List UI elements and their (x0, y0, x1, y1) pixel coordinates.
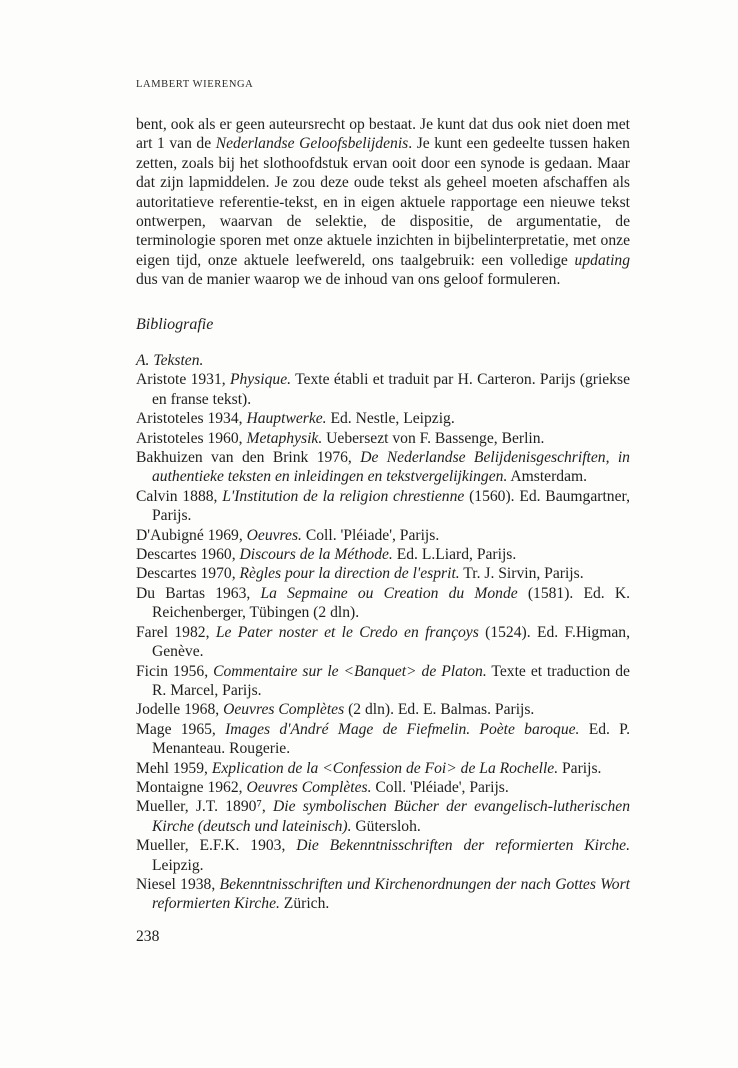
bibliography-entry (136, 623, 630, 662)
entry-details: (1581). Ed. K. Reichenberger, Tübingen (2 dln). (152, 584, 630, 622)
section-title: Bibliografie (136, 316, 214, 333)
entry-author: Descartes 1970, (136, 565, 240, 583)
entry-title: Oeuvres Complètes. (246, 778, 372, 796)
entry-author: Mage 1965, (136, 720, 226, 738)
entry-author: Ficin 1956, (136, 662, 214, 680)
bibliography-entry (136, 584, 630, 623)
entry-author: Bakhuizen van den Brink 1976, (136, 449, 361, 467)
entry-author: Farel 1982, (136, 623, 216, 641)
entry-details: Parijs. (558, 759, 602, 777)
bibliography-entry (136, 875, 630, 914)
entry-title: Explication de la <Confession de Foi> de La Rochelle. (211, 759, 559, 777)
entry-author: Descartes 1960, (136, 546, 240, 564)
bibliography-entry (136, 448, 630, 487)
bibliography-entry (136, 720, 630, 759)
bibliography-entry (136, 526, 630, 545)
entry-title: Règles pour la direction de l'esprit. (239, 565, 460, 583)
entry-author: Mueller, E.F.K. 1903, (136, 837, 297, 855)
bibliography-entry (136, 662, 630, 701)
entry-title: Die Bekenntnisschriften der reformierten Kirche. (296, 837, 630, 855)
entry-title: Die symbolischen Bücher der evangelisch-lutherischen Kirche (deutsch und lateinisch). (152, 798, 630, 835)
bibliography-entry (136, 836, 630, 875)
bibliography-entry (136, 564, 630, 583)
entry-title: Commentaire sur le <Banquet> de Platon. (213, 662, 487, 680)
entry-details: Coll. 'Pléiade', Parijs. (371, 778, 509, 796)
bibliography-entry (136, 797, 630, 836)
entry-title: La Sepmaine ou Creation du Monde (260, 584, 518, 602)
entry-title: Oeuvres Complètes (223, 701, 345, 719)
entry-author: Niesel 1938, (136, 875, 220, 893)
entry-author: Du Bartas 1963, (136, 584, 261, 602)
entry-title: Discours de la Méthode. (239, 546, 393, 564)
entry-title: De Nederlandse Belijdenisgeschriften, in authentieke teksten en inleidingen en tekstvergelijkingen. (152, 449, 630, 486)
bibliography-entry (136, 487, 630, 526)
entry-details: (1560). Ed. Baumgartner, Parijs. (152, 487, 630, 525)
entry-title: Oeuvres. (246, 526, 302, 544)
bibliography-entry (136, 409, 630, 428)
entry-details: (1524). Ed. F.Higman, Genève. (152, 623, 630, 661)
bibliography-list (136, 351, 630, 914)
entry-title: Le Pater noster et le Credo en françoys (215, 623, 479, 641)
entry-author: Aristoteles 1934, (136, 410, 247, 428)
entry-details: (2 dln). Ed. E. Balmas. Parijs. (344, 701, 535, 719)
entry-details: Uebersezt von F. Bassenge, Berlin. (322, 429, 545, 447)
bibliography-entry (136, 759, 630, 778)
running-head: LAMBERT WIERENGA (136, 79, 254, 90)
page-number: 238 (136, 928, 160, 945)
entry-title: Images d'André Mage de Fiefmelin. Poète baroque. (225, 720, 580, 738)
entry-author: Mueller, J.T. 1890⁷, (136, 798, 273, 816)
entry-title: Hauptwerke. (246, 410, 327, 428)
entry-author: Calvin 1888, (136, 487, 223, 505)
entry-details: Ed. Nestle, Leipzig. (326, 410, 455, 428)
bibliography-entry (136, 778, 630, 797)
bibliography-entry (136, 545, 630, 564)
entry-title: Bekenntnisschriften und Kirchenordnungen der nach Gottes Wort reformierten Kirche. (152, 875, 630, 913)
entry-title: Metaphysik. (246, 429, 323, 447)
entry-details: Texte et traduction de R. Marcel, Parijs. (152, 662, 630, 699)
entry-details: Leipzig. (152, 856, 204, 874)
entry-author: Montaigne 1962, (136, 778, 247, 796)
italic-run: Nederlandse Geloofsbelijdenis (215, 135, 409, 153)
entry-details: Texte établi et traduit par H. Carteron. Parijs (griekse en franse tekst). (152, 371, 630, 408)
entry-author: Mehl 1959, (136, 759, 212, 777)
body-paragraph (136, 115, 630, 290)
bibliography-entry (136, 370, 630, 409)
entry-details: Coll. 'Pléiade', Parijs. (301, 526, 440, 544)
text-run: bent, ook als er geen auteursrecht op bestaat. Je kunt dat dus ook niet doen met art 1 van de (136, 116, 630, 153)
entry-author: Aristoteles 1960, (136, 429, 247, 447)
text-run: . Je kunt een gedeelte tussen haken zetten, zoals bij het slothoofdstuk ervan ooit door een synode is gedaan. Maar dat zijn lapmiddelen. Je zou deze oude tekst als geheel moeten afschaffen als autoritatieve referentie-tekst, en in eigen aktuele rapportage een nieuwe tekst ontwerpen, waarvan de selektie, de dispositie, de argumentatie, de terminologie sporen met onze aktuele inzichten in bijbelinterpretatie, met onze eigen tijd, onze aktuele leefwereld, ons taalgebruik: een volledige (136, 135, 630, 269)
entry-details: Gütersloh. (351, 817, 421, 835)
entry-details: Tr. J. Sirvin, Parijs. (459, 565, 584, 583)
entry-details: Ed. L.Liard, Parijs. (392, 546, 517, 564)
entry-author: Aristote 1931, (136, 371, 230, 389)
text-run: dus van de manier waarop we de inhoud van ons geloof formuleren. (136, 271, 561, 289)
entry-author: Jodelle 1968, (136, 701, 224, 719)
bibliography-entry (136, 429, 630, 448)
entry-title: L'Institution de la religion chrestienne (222, 487, 465, 505)
entry-details: Amsterdam. (507, 468, 588, 486)
entry-details: Zürich. (279, 895, 330, 913)
entry-title: Physique. (229, 371, 292, 389)
subsection-title: A. Teksten. (136, 352, 204, 369)
italic-run: updating (574, 251, 630, 269)
bibliography-entry (136, 700, 630, 719)
entry-author: D'Aubigné 1969, (136, 526, 247, 544)
entry-details: Ed. P. Menanteau. Rougerie. (152, 720, 631, 758)
